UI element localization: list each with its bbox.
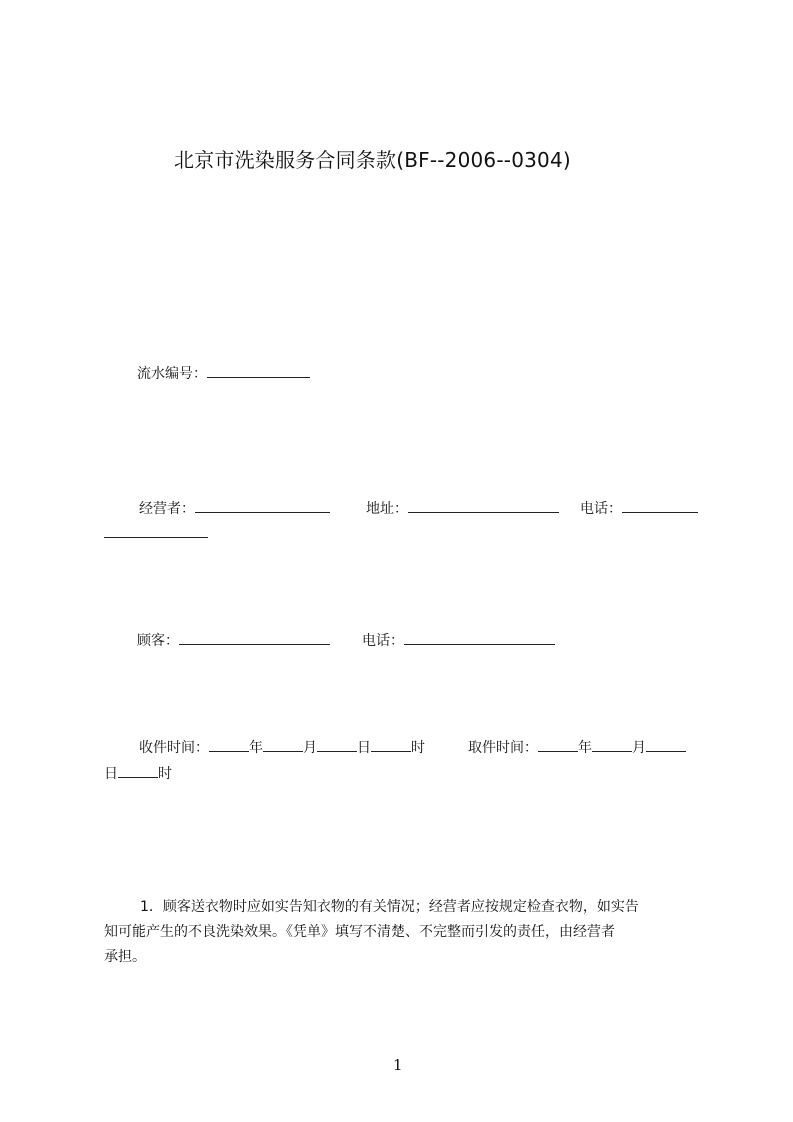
customer-phone-label: 电话： [362, 633, 404, 649]
clause-1-line-3: 承担。 [104, 949, 146, 965]
serial-number-label: 流水编号： [137, 366, 207, 382]
pickup-hour-unit: 时 [158, 766, 172, 782]
page-number: 1 [393, 1056, 403, 1074]
pickup-time-continuation [104, 762, 172, 785]
operator-address-label: 地址： [366, 501, 408, 517]
pickup-year-unit: 年 [578, 740, 592, 756]
receive-time-label: 收件时间： [139, 740, 209, 756]
clause-1 [104, 895, 719, 970]
document-title: 北京市洗染服务合同条款(BF--2006--0304) [174, 148, 571, 172]
receive-day-unit: 日 [357, 740, 371, 756]
pickup-year-blank [538, 736, 578, 752]
customer-row [137, 629, 330, 652]
operator-label: 经营者： [139, 501, 195, 517]
pickup-time-row [468, 736, 686, 759]
receive-hour-unit: 时 [411, 740, 425, 756]
serial-number-row [137, 362, 310, 385]
pickup-month-unit: 月 [632, 740, 646, 756]
pickup-hour-blank [118, 762, 158, 778]
receive-month-blank [263, 736, 303, 752]
clause-1-line-2: 知可能产生的不良洗染效果。《凭单》填写不清楚、不完整而引发的责任，由经营者 [104, 924, 615, 940]
operator-blank [195, 497, 330, 513]
operator-phone-continuation [104, 522, 208, 545]
receive-month-unit: 月 [303, 740, 317, 756]
customer-phone-blank [404, 629, 555, 645]
pickup-day-blank [646, 736, 686, 752]
receive-day-blank [317, 736, 357, 752]
customer-label: 顾客： [137, 633, 179, 649]
customer-phone-row [362, 629, 555, 652]
operator-address-blank [408, 497, 559, 513]
operator-phone-blank [622, 497, 698, 513]
operator-address-row [366, 497, 559, 520]
clause-1-line-1: 1．顾客送衣物时应如实告知衣物的有关情况；经营者应按规定检查衣物，如实告 [140, 899, 639, 915]
receive-year-blank [209, 736, 249, 752]
operator-phone-label: 电话： [580, 501, 622, 517]
serial-number-blank [207, 362, 310, 378]
operator-row [139, 497, 330, 520]
pickup-day-unit: 日 [104, 766, 118, 782]
operator-phone-blank-continued [104, 522, 208, 538]
receive-time-row [139, 736, 425, 759]
receive-year-unit: 年 [249, 740, 263, 756]
operator-phone-row [580, 497, 698, 520]
pickup-month-blank [592, 736, 632, 752]
pickup-time-label: 取件时间： [468, 740, 538, 756]
receive-hour-blank [371, 736, 411, 752]
customer-blank [179, 629, 330, 645]
